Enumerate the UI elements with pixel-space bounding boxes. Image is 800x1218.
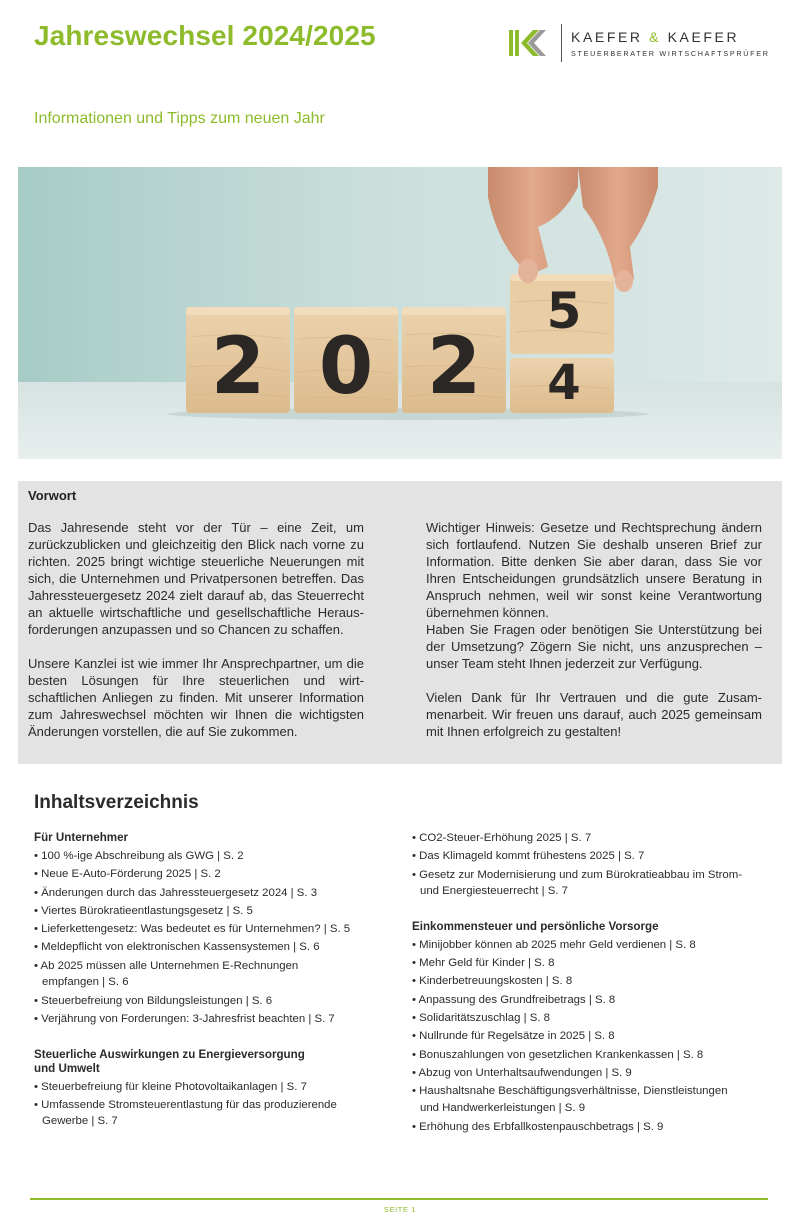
foreword-box [18,481,782,764]
toc-item[interactable]: • Verjährung von Forderungen: 3-Jahresfrist beachten | S. 7 [34,1013,335,1026]
toc-item-label: • Ab 2025 müssen alle Unternehmen E-Rechnungen [34,959,299,972]
foreword-paragraph: Vielen Dank für Ihr Vertrauen und die gute Zusammenarbeit. Wir freuen uns darauf, auch 2025 gemeinsam mit Ihnen erfolgreich zu gestalten! [426,690,762,739]
company-logo [508,24,768,64]
toc-spacer [34,1029,394,1046]
toc-title: Inhaltsverzeichnis [34,792,199,813]
toc-item[interactable]: • Kinderbetreuungskosten | S. 8 [412,975,573,988]
toc-item[interactable]: • Nullrunde für Regelsätze in 2025 | S. 8 [412,1030,615,1043]
logo-wordmark [571,29,739,45]
logo-tagline: STEUERBERATER WIRTSCHAFTSPRÜFER [571,49,770,58]
toc-item[interactable]: • Steuerbefreiung von Bildungsleistungen | S. 6 [34,995,273,1008]
toc-item[interactable]: • Erhöhung des Erbfallkostenpauschbetrags | S. 9 [412,1120,664,1133]
hero-image [18,167,782,459]
toc-item[interactable]: • 100 %-ige Abschreibung als GWG | S. 2 [34,850,244,862]
toc-item[interactable]: • Das Klimageld kommt frühestens 2025 | S. 7 [412,850,645,863]
toc-item[interactable]: • Solidaritätszuschlag | S. 8 [412,1012,551,1025]
toc-spacer [412,901,772,918]
block-digit-top: 5 [546,282,582,340]
toc-item[interactable]: • Neue E-Auto-Förderung 2025 | S. 2 [34,868,221,881]
foreword-right-column [426,519,762,740]
logo-ampersand: & [649,29,662,45]
footer-divider [30,1198,768,1200]
toc-item[interactable]: • Änderungen durch das Jahressteuergesetz 2024 | S. 3 [34,886,318,899]
toc-item[interactable]: • Viertes Bürokratieentlastungsgesetz | S. 5 [34,904,253,917]
page-number: SEITE 1 [383,1205,417,1214]
toc-item-continuation: empfangen | S. 6 [42,976,129,989]
toc-item[interactable]: • Minijobber können ab 2025 mehr Geld verdienen | S. 8 [412,938,696,951]
foreword-heading: Vorwort [28,488,77,503]
logo-divider [561,24,562,62]
foreword-paragraph: Das Jahresende steht vor der Tür – eine Zeit, um zurückzublicken und gleichzeitig den Blick nach vorne zu richten. 2025 bringt wichtige steuerliche Neuerungen mit sich, die Unternehmen und Privatpersonen betreffen. Das Jahressteuergesetz 2024 zielt darauf ab, das Steuerrecht an aktuelle wirtschaftliche und gesellschaftliche Herausforderungen anzupassen und so Chancen zu schaffen. [28,520,364,637]
toc-item-label: • Gesetz zur Modernisierung und zum Bürokratieabbau im Strom- [412,868,743,881]
block-digit-1: 2 [210,322,266,412]
toc-item[interactable]: • Mehr Geld für Kinder | S. 8 [412,957,555,970]
toc-item[interactable]: • Steuerbefreiung für kleine Photovoltaikanlagen | S. 7 [34,1080,307,1093]
block-digit-3: 2 [426,322,482,412]
toc-item[interactable] [412,866,772,899]
logo-name-part2: KAEFER [667,29,740,45]
toc-section-heading: Für Unternehmer [34,831,129,844]
foreword-paragraph: Haben Sie Fragen oder benötigen Sie Unterstützung bei der Umsetzung? Zögern Sie nicht, uns anzusprechen – unser Team steht Ihnen jederzeit zur Verfügung. [426,622,762,671]
foreword-paragraph: Unsere Kanzlei ist wie immer Ihr Ansprechpartner, um die besten Lösungen für Ihre steuerlichen und wirtschaftlichen Anliegen zu finden. Mit unserer Information zum Jahreswechsel möchten wir Ihnen die wichtigsten Änderungen vorstellen, die auf Sie zukommen. [28,656,364,739]
toc-item[interactable]: • Lieferkettengesetz: Was bedeutet es für Unternehmen? | S. 5 [34,923,351,936]
block-digit-bottom: 4 [547,355,581,411]
toc-item[interactable]: • CO2-Steuer-Erhöhung 2025 | S. 7 [412,832,592,844]
toc-item[interactable]: • Anpassung des Grundfreibetrags | S. 8 [412,993,616,1006]
logo-name-part1: KAEFER [571,29,643,45]
toc-item[interactable]: • Abzug von Unterhaltsaufwendungen | S. 9 [412,1066,632,1079]
toc-item-label: • Umfassende Stromsteuerentlastung für das produzierende [34,1098,337,1111]
wooden-blocks-illustration [18,167,782,459]
logo-mark-icon [508,28,552,58]
foreword-left-column [28,519,364,740]
toc-item-continuation: und Energiesteuerrecht | S. 7 [420,884,568,897]
toc-section-heading: Einkommensteuer und persönliche Vorsorge [412,919,659,933]
toc-item[interactable] [34,957,394,990]
toc-item[interactable]: • Bonuszahlungen von gesetzlichen Krankenkassen | S. 8 [412,1048,704,1061]
toc-item-continuation: Gewerbe | S. 7 [42,1115,118,1128]
toc-heading-line: und Umwelt [34,1061,100,1075]
toc-item-continuation: und Handwerkerleistungen | S. 9 [420,1101,586,1114]
toc-heading-line: Steuerliche Auswirkungen zu Energieversorgung [34,1047,305,1061]
toc-section-heading [34,1048,394,1076]
toc-item[interactable]: • Meldepflicht von elektronischen Kassensystemen | S. 6 [34,941,320,954]
page-title: Jahreswechsel 2024/2025 [34,20,376,51]
block-digit-2: 0 [318,322,374,412]
page-subtitle: Informationen und Tipps zum neuen Jahr [34,110,325,127]
foreword-paragraph: Wichtiger Hinweis: Gesetze und Rechtsprechung ändern sich fortlaufend. Nutzen Sie deshalb unseren Brief zur Information. Bitte denken Sie aber daran, dass Sie vor Ihren Entscheidungen grundsätzlich unsere Beratung in Anspruch nehmen, weil wir sonst keine Verantwortung übernehmen können. [426,520,762,620]
toc-right-column [412,829,772,1136]
toc-item-label: • Haushaltsnahe Beschäftigungsverhältnisse, Dienstleistungen [412,1085,728,1098]
toc-left-column [34,829,394,1131]
toc-item[interactable] [412,1082,772,1115]
toc-item[interactable] [34,1096,394,1129]
